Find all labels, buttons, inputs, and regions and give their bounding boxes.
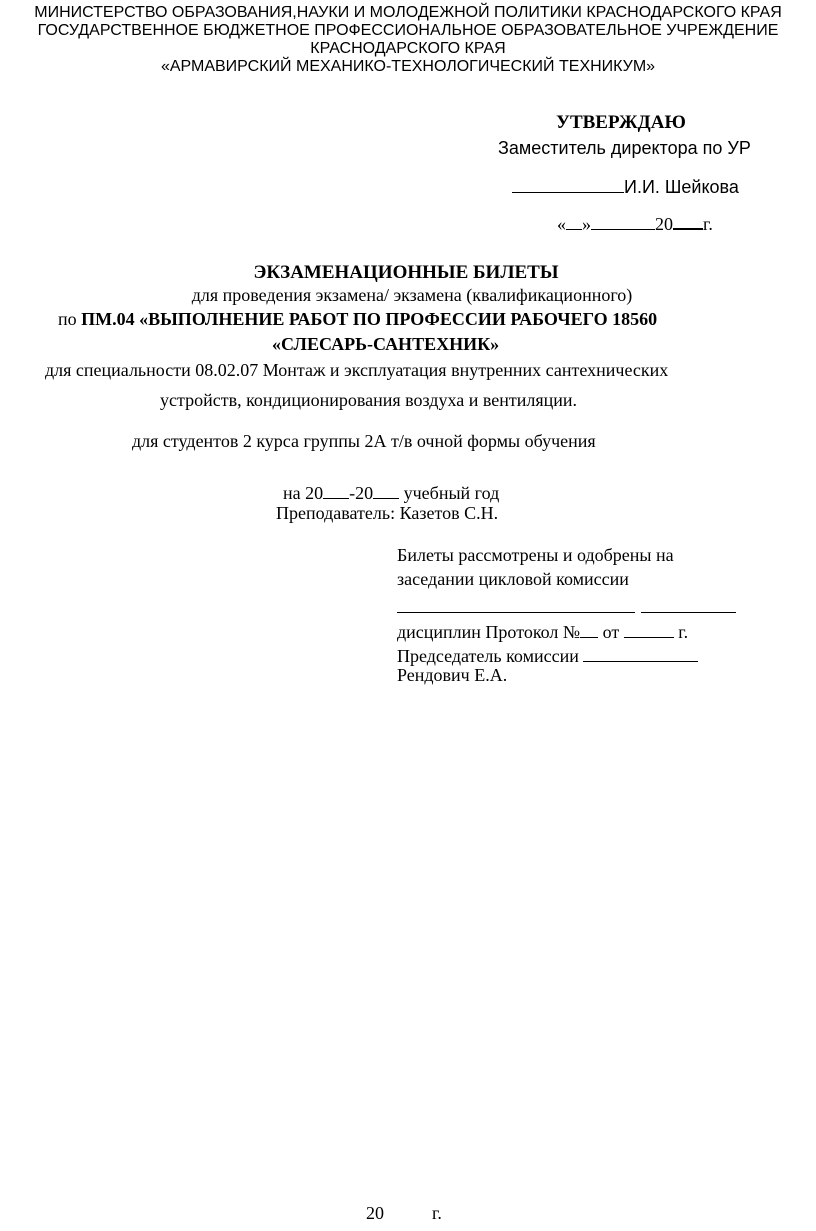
module-name-line2: «СЛЕСАРЬ-САНТЕХНИК» xyxy=(272,334,500,354)
academic-year-mid: -20 xyxy=(349,482,374,503)
module-prefix: по xyxy=(58,309,82,329)
academic-year-suffix: учебный год xyxy=(399,482,500,503)
commission-name-blank-2 xyxy=(641,592,736,613)
header-line-institution-type: ГОСУДАРСТВЕННОЕ БЮДЖЕТНОЕ ПРОФЕССИОНАЛЬНОЕ ОБРАЗОВАТЕЛЬНОЕ УЧРЕЖДЕНИЕ xyxy=(37,22,779,39)
academic-year-blank-1 xyxy=(323,479,349,499)
year-blank xyxy=(673,209,703,230)
academic-year-blank-2 xyxy=(373,479,399,499)
header-line-institution-name: «АРМАВИРСКИЙ МЕХАНИКО-ТЕХНОЛОГИЧЕСКИЙ ТЕХНИКУМ» xyxy=(160,58,656,75)
signature-blank xyxy=(512,173,624,193)
date-open-quote: « xyxy=(557,213,566,234)
approval-signature-line xyxy=(512,173,739,198)
approval-date-line xyxy=(557,209,713,235)
chair-name: Рендович Е.А. xyxy=(397,665,508,685)
academic-year-prefix: на 20 xyxy=(283,482,324,503)
chair-line xyxy=(397,642,698,667)
footer-year-suffix: г. xyxy=(432,1203,442,1223)
year-suffix: г. xyxy=(703,213,713,234)
date-close-quote: » xyxy=(582,213,591,234)
month-blank xyxy=(591,210,655,230)
module-line xyxy=(58,309,657,330)
chair-label: Председатель комиссии xyxy=(397,645,584,666)
protocol-number-blank xyxy=(580,618,598,638)
header-line-ministry: МИНИСТЕРСТВО ОБРАЗОВАНИЯ,НАУКИ И МОЛОДЕЖНОЙ ПОЛИТИКИ КРАСНОДАРСКОГО КРАЯ xyxy=(34,4,782,21)
year-prefix: 20 xyxy=(655,213,673,234)
protocol-label: дисциплин Протокол № xyxy=(397,621,581,642)
approval-position: Заместитель директора по УР xyxy=(498,138,751,158)
commission-line1: Билеты рассмотрены и одобрены на xyxy=(397,545,674,565)
footer-year-prefix: 20 xyxy=(366,1203,384,1223)
protocol-line xyxy=(397,618,688,643)
specialty-line2: устройств, кондиционирования воздуха и вентиляции. xyxy=(160,390,578,410)
footer-year xyxy=(366,1203,442,1224)
commission-name-blank xyxy=(397,592,635,613)
protocol-date-blank xyxy=(624,618,674,638)
teacher-line: Преподаватель: Казетов С.Н. xyxy=(276,503,499,523)
protocol-from-label: от xyxy=(598,621,624,642)
specialty-line1: для специальности 08.02.07 Монтаж и эксплуатация внутренних сантехнических xyxy=(45,360,669,380)
protocol-year-label: г. xyxy=(673,621,689,642)
ministry-header xyxy=(0,4,816,76)
doc-title: ЭКЗАМЕНАЦИОННЫЕ БИЛЕТЫ xyxy=(253,262,559,283)
chair-signature-blank xyxy=(583,642,698,662)
approval-name: И.И. Шейкова xyxy=(624,176,739,197)
approval-title: УТВЕРЖДАЮ xyxy=(556,112,686,133)
doc-purpose: для проведения экзамена/ экзамена (квалификационного) xyxy=(191,285,633,305)
students-line: для студентов 2 курса группы 2А т/в очной формы обучения xyxy=(132,431,596,451)
module-name: ПМ.04 «ВЫПОЛНЕНИЕ РАБОТ ПО ПРОФЕССИИ РАБОЧЕГО 18560 xyxy=(81,309,658,329)
day-blank xyxy=(566,210,582,230)
commission-line2: заседании цикловой комиссии xyxy=(397,569,629,589)
academic-year-line xyxy=(283,479,499,504)
header-line-region: КРАСНОДАРСКОГО КРАЯ xyxy=(310,40,506,57)
